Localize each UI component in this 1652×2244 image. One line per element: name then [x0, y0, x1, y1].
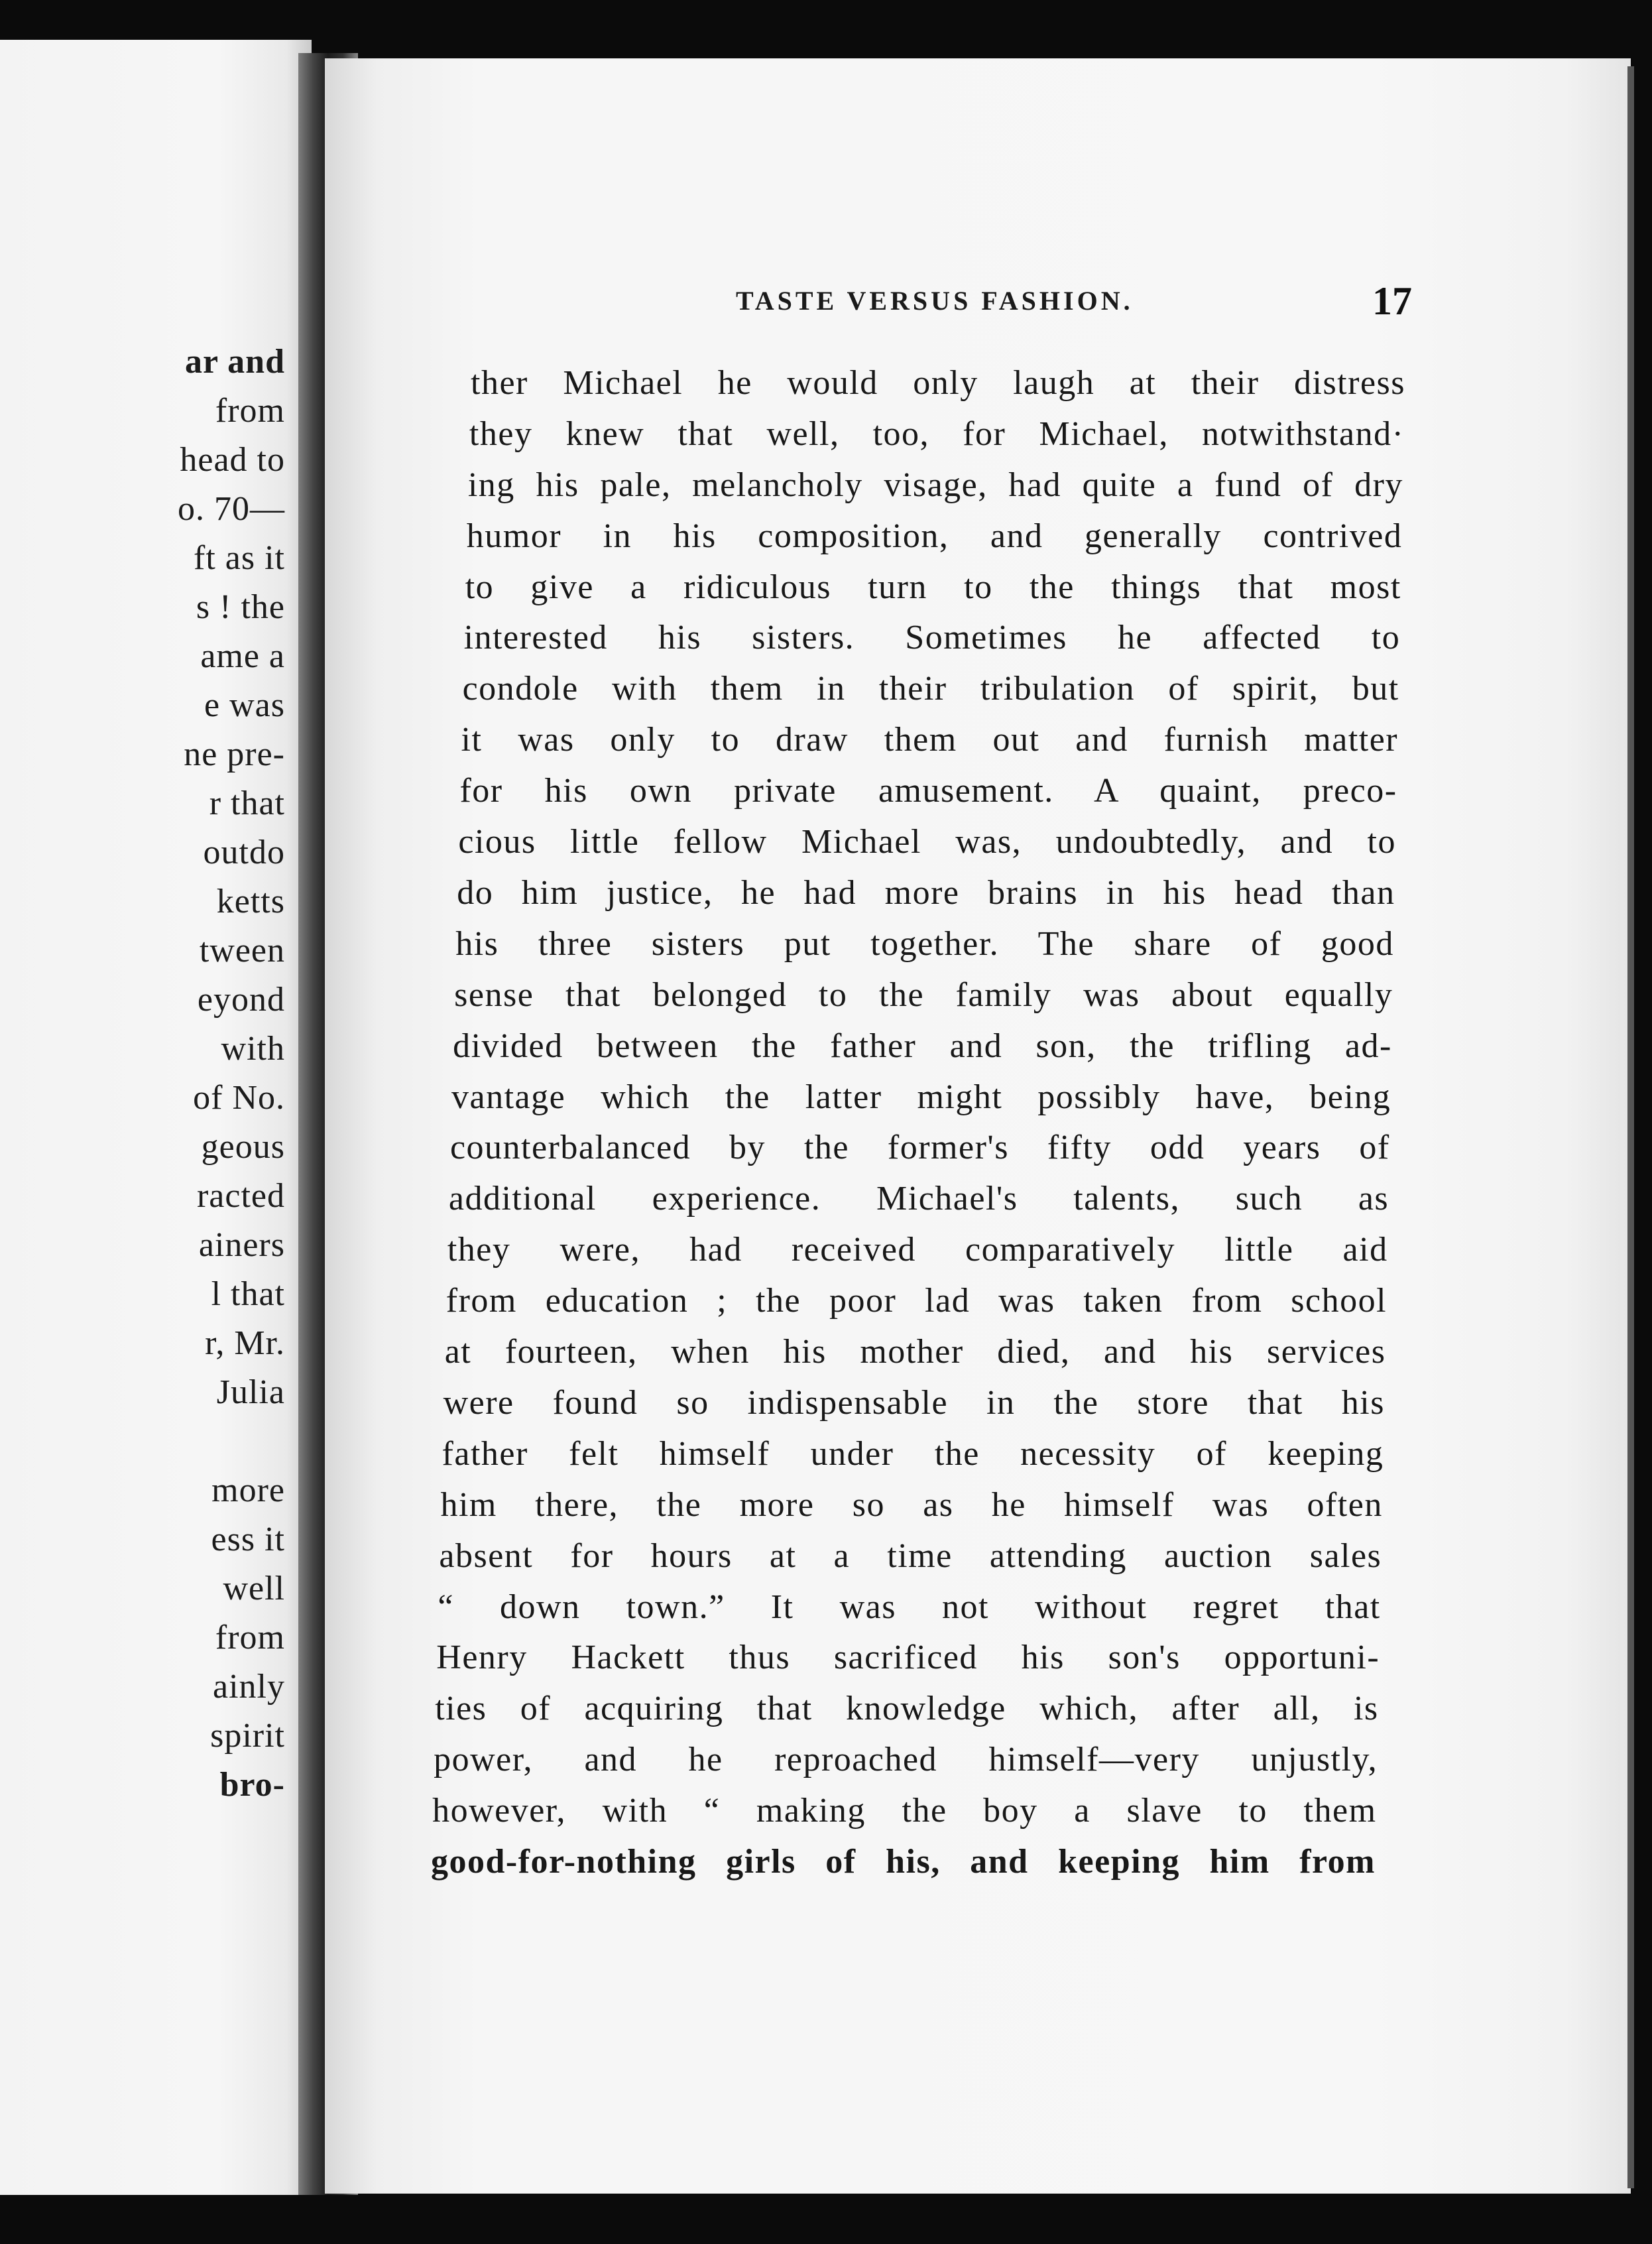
left-page-line: ame a: [200, 637, 285, 675]
left-facing-page: [0, 40, 312, 2195]
text-line: ties of acquiring that knowledge which, after all, is: [435, 1690, 1379, 1728]
text-line: sense that belonged to the family was about equally: [454, 975, 1393, 1014]
left-page-line: ainly: [213, 1668, 285, 1706]
text-line: were found so indispensable in the store that his: [443, 1383, 1385, 1422]
text-line: absent for hours at a time attending auction sales: [439, 1536, 1382, 1575]
left-page-line: ainers: [198, 1226, 285, 1264]
left-page-line: s ! the: [196, 588, 285, 626]
running-head: TASTE VERSUS FASHION.: [736, 286, 1134, 316]
text-line: good-for-nothing girls of his, and keeping him from: [431, 1843, 1376, 1881]
left-page-line: Julia: [216, 1373, 285, 1411]
left-page-line: ne pre-: [184, 735, 285, 773]
text-line: counterbalanced by the former's fifty odd years of: [449, 1129, 1390, 1167]
left-page-line: r, Mr.: [205, 1324, 285, 1362]
page-number: 17: [1372, 279, 1412, 323]
text-line: cious little fellow Michael was, undoubtedly, and to: [458, 823, 1397, 861]
page-edge: [1627, 66, 1634, 2188]
text-line: however, with “ making the boy a slave to them: [432, 1792, 1377, 1830]
text-line: they knew that well, too, for Michael, notwithstand·: [469, 414, 1405, 453]
left-page-line: of No.: [193, 1079, 285, 1117]
left-page-line: head to: [180, 441, 285, 479]
text-line: divided between the father and son, the trifling ad-: [453, 1027, 1392, 1065]
text-line: for his own private amusement. A quaint, preco-: [459, 772, 1397, 810]
text-line: “ down town.” It was not without regret that: [438, 1588, 1381, 1626]
text-line: additional experience. Michael's talents, such as: [448, 1180, 1389, 1218]
text-line: from education ; the poor lad was taken from school: [445, 1282, 1387, 1320]
text-line: power, and he reproached himself—very unjustly,: [434, 1741, 1378, 1779]
left-page-line: ft as it: [194, 539, 285, 577]
left-page-line: ketts: [216, 883, 285, 920]
left-page-line: bro-: [219, 1766, 285, 1804]
left-page-line: outdo: [203, 834, 285, 871]
left-page-line: well: [223, 1570, 285, 1607]
text-line: interested his sisters. Sometimes he affected to: [463, 619, 1401, 657]
left-page-line: ar and: [185, 343, 285, 381]
left-page-line: e was: [204, 686, 285, 724]
text-line: they were, had received comparatively little aid: [447, 1231, 1388, 1269]
text-line: to give a ridiculous turn to the things that most: [465, 568, 1401, 606]
text-line: it was only to draw them out and furnish matter: [461, 721, 1399, 759]
left-page-line: from: [215, 1619, 285, 1656]
left-page-line: eyond: [197, 981, 285, 1019]
left-page-line: r that: [209, 784, 285, 822]
left-page-line: l that: [211, 1275, 285, 1313]
left-page-line: geous: [201, 1128, 285, 1166]
text-line: condole with them in their tribulation of spirit, but: [462, 670, 1399, 708]
text-line: at fourteen, when his mother died, and his services: [444, 1333, 1386, 1371]
left-page-line: racted: [196, 1177, 285, 1215]
text-line: ther Michael he would only laugh at their distress: [471, 364, 1405, 402]
text-line: humor in his composition, and generally contrived: [466, 517, 1403, 555]
left-page-line: ess it: [211, 1521, 285, 1558]
left-page-line: spirit: [210, 1717, 285, 1755]
text-line: him there, the more so as he himself was often: [440, 1485, 1383, 1524]
text-line: his three sisters put together. The share of good: [455, 924, 1394, 963]
left-page-line: from: [215, 392, 285, 430]
left-page-line: with: [221, 1030, 285, 1068]
left-page-line: more: [211, 1471, 285, 1509]
left-page-line: tween: [199, 932, 285, 969]
left-page-line: o. 70—: [178, 490, 285, 528]
text-line: vantage which the latter might possibly have, being: [451, 1078, 1391, 1116]
text-line: ing his pale, melancholy visage, had quite a fund of dry: [467, 466, 1403, 504]
text-line: father felt himself under the necessity of keeping: [442, 1434, 1384, 1473]
text-line: Henry Hackett thus sacrificed his son's opportuni-: [436, 1639, 1380, 1677]
text-line: do him justice, he had more brains in his head than: [457, 873, 1395, 912]
